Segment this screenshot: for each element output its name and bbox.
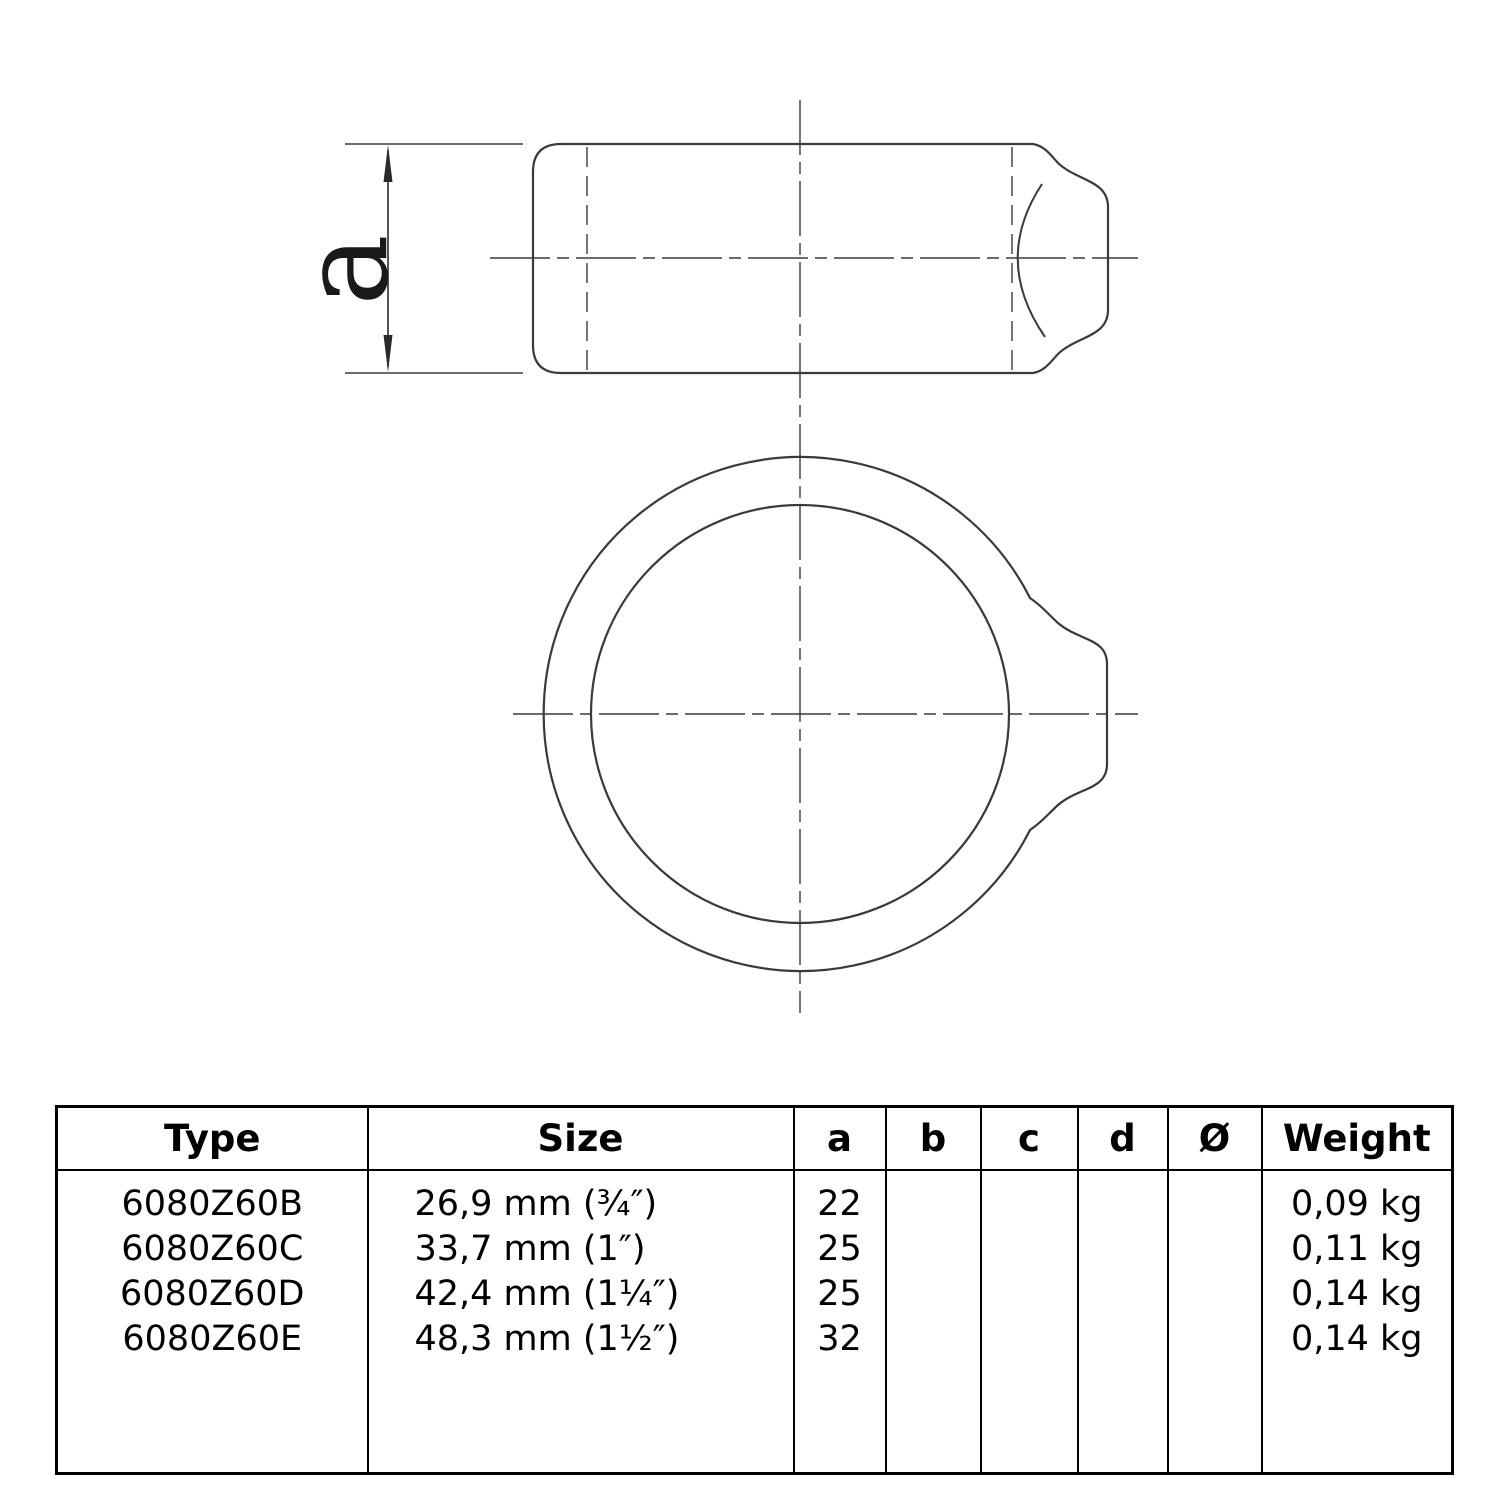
side-view xyxy=(277,144,1139,373)
d-value xyxy=(1079,1317,1167,1362)
boss-edge-arc xyxy=(1018,184,1045,337)
a-value: 25 xyxy=(817,1229,862,1269)
column-diameter xyxy=(1168,1170,1262,1474)
a-value: 32 xyxy=(817,1319,862,1359)
arrowhead-top xyxy=(384,145,393,182)
c-value xyxy=(982,1272,1077,1317)
column-size xyxy=(368,1170,794,1474)
header-d: d xyxy=(1078,1107,1168,1171)
front-view xyxy=(513,457,1138,971)
diameter-value xyxy=(1169,1272,1261,1317)
table-header-row xyxy=(57,1107,1453,1171)
weight-value: 0,11 kg xyxy=(1290,1229,1423,1269)
column-weight xyxy=(1262,1170,1453,1474)
weight-value: 0,09 kg xyxy=(1290,1184,1423,1224)
diameter-value xyxy=(1169,1182,1261,1227)
type-value: 6080Z60B xyxy=(121,1184,304,1224)
column-type xyxy=(57,1170,368,1474)
dimension-table xyxy=(55,1105,1454,1475)
a-value: 22 xyxy=(817,1184,862,1224)
header-c: c xyxy=(981,1107,1078,1171)
size-value: 42,4 mm (1¼″) xyxy=(414,1274,680,1314)
header-weight: Weight xyxy=(1262,1107,1453,1171)
column-c xyxy=(981,1170,1078,1474)
d-value xyxy=(1079,1182,1167,1227)
b-value xyxy=(887,1227,980,1272)
column-a xyxy=(794,1170,886,1474)
dimension-a xyxy=(277,144,524,373)
dimension-table-wrap xyxy=(55,1105,1453,1459)
table-body-row xyxy=(57,1170,1453,1474)
column-d xyxy=(1078,1170,1168,1474)
c-value xyxy=(982,1227,1077,1272)
type-value: 6080Z60D xyxy=(119,1274,305,1314)
type-value: 6080Z60C xyxy=(121,1229,304,1269)
header-size: Size xyxy=(368,1107,794,1171)
arrowhead-bottom xyxy=(384,335,393,372)
b-value xyxy=(887,1317,980,1362)
d-value xyxy=(1079,1227,1167,1272)
type-value: 6080Z60E xyxy=(122,1319,303,1359)
column-b xyxy=(886,1170,981,1474)
weight-value: 0,14 kg xyxy=(1290,1274,1423,1314)
d-value xyxy=(1079,1272,1167,1317)
c-value xyxy=(982,1317,1077,1362)
weight-value: 0,14 kg xyxy=(1290,1319,1423,1359)
size-value: 48,3 mm (1½″) xyxy=(414,1319,680,1359)
diameter-value xyxy=(1169,1317,1261,1362)
diameter-value xyxy=(1169,1227,1261,1272)
b-value xyxy=(887,1272,980,1317)
header-b: b xyxy=(886,1107,981,1171)
size-value: 33,7 mm (1″) xyxy=(414,1229,646,1269)
b-value xyxy=(887,1182,980,1227)
header-type: Type xyxy=(57,1107,368,1171)
a-value: 25 xyxy=(817,1274,862,1314)
size-value: 26,9 mm (¾″) xyxy=(414,1184,658,1224)
c-value xyxy=(982,1182,1077,1227)
dimension-label-a: a xyxy=(276,234,416,306)
header-a: a xyxy=(794,1107,886,1171)
header-diameter: Ø xyxy=(1168,1107,1262,1171)
